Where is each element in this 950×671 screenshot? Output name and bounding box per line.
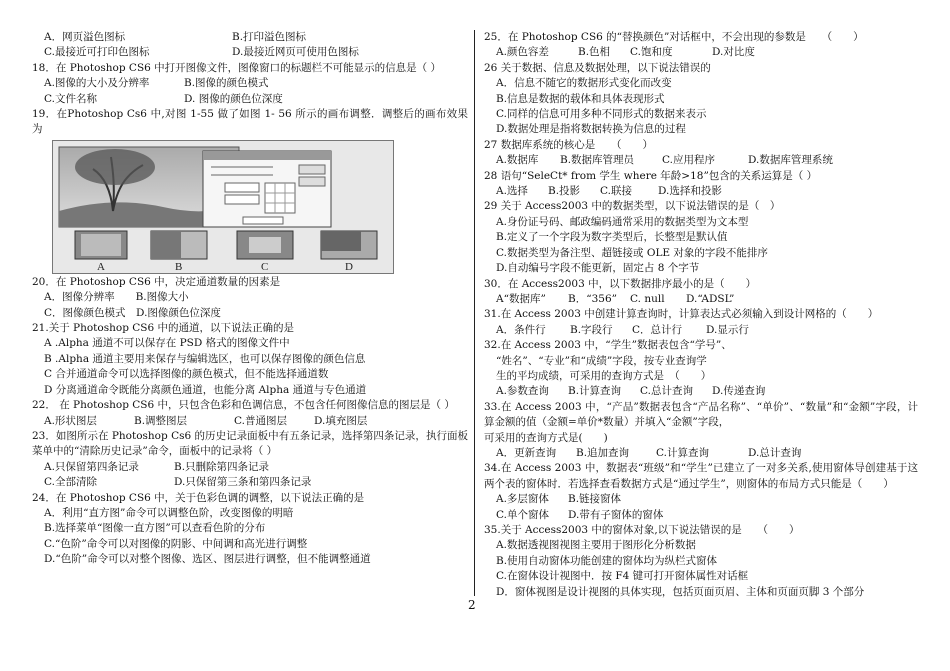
page-number: 2 <box>468 598 476 612</box>
figure-label-c: C <box>261 260 269 273</box>
q23-option-c: C.全部清除 <box>44 476 97 489</box>
question-21: 21.关于 Photoshop CS6 中的通道，以下说法正确的是 <box>32 322 295 335</box>
q28-option-a: A.选择 <box>496 185 528 198</box>
question-32-line3: 生的平均成绩，可采用的查询方式是 （ ） <box>496 369 712 382</box>
q35-option-c: C.在窗体设计视图中．按 F4 键可打开窗体属性对话框 <box>496 570 749 583</box>
q22-option-b: B.调整图层 <box>134 414 188 427</box>
q32-option-c: C.总计查询 <box>640 385 693 398</box>
question-35: 35.关于 Access2003 中的窗体对象,以下说法错误的是 （ ） <box>484 524 800 536</box>
q23-option-b: B.只删除第四条记录 <box>174 460 270 473</box>
q22-option-a: A.形状图层 <box>44 414 97 427</box>
question-33-line2: 可采用的查询方式是( ) <box>484 431 608 444</box>
question-30: 30．在 Access2003 中，以下数据排序最小的是（ ） <box>484 277 757 290</box>
q30-option-d: D.“ADSL” <box>686 292 735 305</box>
q27-option-b: B.数据库管理员 <box>560 154 635 167</box>
q17-option-a: A．网页溢色图标 <box>44 31 126 43</box>
q25-option-c: C.饱和度 <box>630 46 673 59</box>
q35-option-a: A.数据透视图视图主要用于图形化分析数据 <box>496 539 696 552</box>
q25-option-d: D.对比度 <box>712 46 755 59</box>
question-25: 25．在 Photoshop CS6 的“替换颜色”对话框中，不会出现的参数是 （ ） <box>484 31 864 43</box>
question-33: 33.在 Access 2003 中，“产品”数据表包含“产品名称”、“单价”、“数量”和“金额”字段，计算金额的值（金额=单价*数量）并填入“金额”字段， <box>484 400 918 429</box>
q25-option-b: B.色相 <box>578 46 611 59</box>
q28-option-b: B.投影 <box>548 185 581 198</box>
q18-option-c: C.文件名称 <box>44 92 97 105</box>
q27-option-a: A.数据库 <box>496 154 539 167</box>
question-22: 22． 在 Photoshop CS6 中，只包含色彩和色调信息，不包含任何图像信息的图层是（ ） <box>32 399 455 412</box>
q34-option-a: A.多层窗体 <box>496 493 549 506</box>
q29-option-d: D.自动编号字段不能更新，固定占 8 个字节 <box>496 262 700 275</box>
q33-option-a: A．更新查询 <box>496 446 557 459</box>
q30-option-a: A“数据库” <box>496 292 546 305</box>
q24-option-d: D.“色阶”命令可以对整个图像、选区、图层进行调整，但不能调整通道 <box>44 553 371 566</box>
q31-option-b: B.字段行 <box>570 323 613 336</box>
q28-options <box>484 184 918 199</box>
q23-option-d: D.只保留第三条和第四条记录 <box>174 476 312 489</box>
q23-options-row2 <box>32 475 468 490</box>
q21-option-c: C 合并通道命令可以选择图像的颜色模式，但不能选择通道数 <box>44 368 329 381</box>
q33-options <box>484 446 918 461</box>
q35-option-d: D．窗体视图是设计视图的具体实现，包括页面页眉、主体和页面页脚 3 个部分 <box>496 585 865 598</box>
question-31: 31.在 Access 2003 中创建计算查询时，计算表达式必须输入到设计网格的（ ） <box>484 308 879 321</box>
q21-option-a: A .Alpha 通道不可以保存在 PSD 格式的图像文件中 <box>44 337 290 350</box>
figure-label-d: D <box>345 260 353 273</box>
q34-option-b: B.链接窗体 <box>568 493 622 506</box>
question-19: 19．在Photoshop Cs6 中,对图 1-55 做了如图 1- 56 所示的画布调整．调整后的画布效果为 <box>32 108 468 136</box>
q17-option-b: B.打印溢色图标 <box>232 31 307 43</box>
q33-option-c: C.计算查询 <box>656 446 709 459</box>
q34-option-c: C.单个窗体 <box>496 508 549 521</box>
q29-option-b: B.定义了一个字段为数字类型后，长整型是默认值 <box>496 231 728 244</box>
q29-option-a: A.身份证号码、邮政编码通常采用的数据类型为文本型 <box>496 215 749 228</box>
right-column <box>484 30 918 600</box>
q28-option-c: C.联接 <box>600 185 632 198</box>
q20-options-ab: A．图像分辨率 B.图像大小 <box>44 291 189 304</box>
left-column <box>32 30 468 568</box>
q27-options <box>484 153 918 168</box>
question-23: 23．如图所示在 Photoshop Cs6 的历史记录面板中有五条记录，选择第四条记录，执行面板菜单中的“清除历史记录”命令，面板中的记录将（ ） <box>32 429 468 458</box>
q34-option-d: D.带有子窗体的窗体 <box>568 508 664 521</box>
q35-option-b: B.使用自动窗体功能创建的窗体均为纵栏式窗体 <box>496 554 718 567</box>
question-34: 34.在 Access 2003 中，数据表“班级”和“学生”已建立了一对多关系,使用窗体导创建基于这两个表的窗体时．若选择查看数据方式是“通过学生”，则窗体的布局方式只能是（ ） <box>484 462 918 490</box>
q34-options-row1 <box>484 492 918 507</box>
q27-option-c: C.应用程序 <box>662 154 715 167</box>
column-divider <box>474 30 475 596</box>
q30-options <box>484 292 918 307</box>
figure-label-b: B <box>175 260 183 273</box>
q23-options-row1 <box>32 460 468 475</box>
q17-options-row1 <box>32 30 468 45</box>
q20-options-cd: C．图像颜色模式 D.图像颜色位深度 <box>44 306 221 319</box>
q31-option-d: D.显示行 <box>706 323 749 336</box>
q18-options-row2 <box>32 92 468 107</box>
q24-option-c: C.“色阶”命令可以对图像的阴影、中间调和高光进行调整 <box>44 537 308 550</box>
q27-option-d: D.数据库管理系统 <box>748 154 833 167</box>
q31-option-c: C．总计行 <box>632 323 683 336</box>
question-32: 32.在 Access 2003 中，“学生”数据表包含“学号”、 <box>484 339 732 352</box>
figure-graphic <box>53 141 393 273</box>
q25-options <box>484 45 918 60</box>
question-28: 28 语句“SeleCt* from 学生 where 年龄>18”包含的关系运算是（ ） <box>484 169 818 182</box>
question-32-line2: “姓名”、“专业”和“成绩”字段，按专业查询学 <box>496 354 707 367</box>
question-27: 27 数据库系统的核心是 （ ） <box>484 138 653 151</box>
q22-option-d: D.填充图层 <box>314 414 368 427</box>
q30-option-c: C. null <box>630 292 665 305</box>
q31-options <box>484 323 918 338</box>
q17-option-c: C.最接近可打印色图标 <box>44 46 150 59</box>
q25-option-a: A.颜色容差 <box>496 46 549 59</box>
q28-option-d: D.选择和投影 <box>658 185 722 198</box>
q33-option-d: D.总计查询 <box>748 446 802 459</box>
question-29: 29 关于 Access2003 中的数据类型，以下说法错误的是（ ） <box>484 200 781 213</box>
q18-option-a: A.图像的大小及分辨率 <box>44 77 150 90</box>
question-20: 20．在 Photoshop CS6 中，决定通道数量的因素是 <box>32 275 281 288</box>
q21-option-d: D 分离通道命令既能分离颜色通道，也能分离 Alpha 通道与专色通道 <box>44 383 367 396</box>
q18-options-row1 <box>32 76 468 91</box>
q26-option-b: B.信息是数据的载体和具体表现形式 <box>496 92 665 105</box>
q22-options <box>32 414 468 429</box>
q18-option-b: B.图像的颜色模式 <box>184 77 269 90</box>
q24-option-b: B.选择菜单“图像一直方图”可以查看色阶的分布 <box>44 522 266 535</box>
q32-options <box>484 384 918 399</box>
q26-option-d: D.数据处理是指将数据转换为信息的过程 <box>496 123 686 136</box>
q24-option-a: A．利用“直方图”命令可以调整色阶，改变图像的明暗 <box>44 506 294 519</box>
q29-option-c: C.数据类型为备注型、超链接或 OLE 对象的字段不能排序 <box>496 246 768 259</box>
q23-option-a: A.只保留第四条记录 <box>44 460 139 473</box>
q17-option-d: D.最接近网页可使用色图标 <box>232 46 359 59</box>
q21-option-b: B .Alpha 通道主要用来保存与编辑选区，也可以保存图像的颜色信息 <box>44 352 366 365</box>
q30-option-b: B．“356” <box>568 292 617 305</box>
q31-option-a: A．条件行 <box>496 323 546 336</box>
q33-option-b: B.追加查询 <box>576 446 630 459</box>
question-18: 18．在 Photoshop CS6 中打开图像文件，图像窗口的标题栏不可能显示的信息是（ ） <box>32 61 442 74</box>
q18-option-d: D. 图像的颜色位深度 <box>184 92 283 105</box>
question-26: 26 关于数据、信息及数据处理，以下说法错误的 <box>484 61 711 74</box>
q34-options-row2 <box>484 508 918 523</box>
canvas-adjust-figure <box>52 140 394 274</box>
q32-option-b: B.计算查询 <box>568 385 622 398</box>
q17-options-row2 <box>32 45 468 60</box>
q26-option-c: C.同样的信息可用多种不同形式的数据来表示 <box>496 108 707 121</box>
q32-option-d: D.传递查询 <box>712 385 766 398</box>
q22-option-c: C.普通图层 <box>234 414 287 427</box>
q32-option-a: A.参数查询 <box>496 385 549 398</box>
figure-label-a: A <box>97 260 105 273</box>
q26-option-a: A．信息不随它的数据形式变化而改变 <box>496 77 672 90</box>
question-24: 24．在 Photoshop CS6 中，关于色彩色调的调整，以下说法正确的是 <box>32 491 365 504</box>
canvas-size-dialog <box>203 151 331 227</box>
